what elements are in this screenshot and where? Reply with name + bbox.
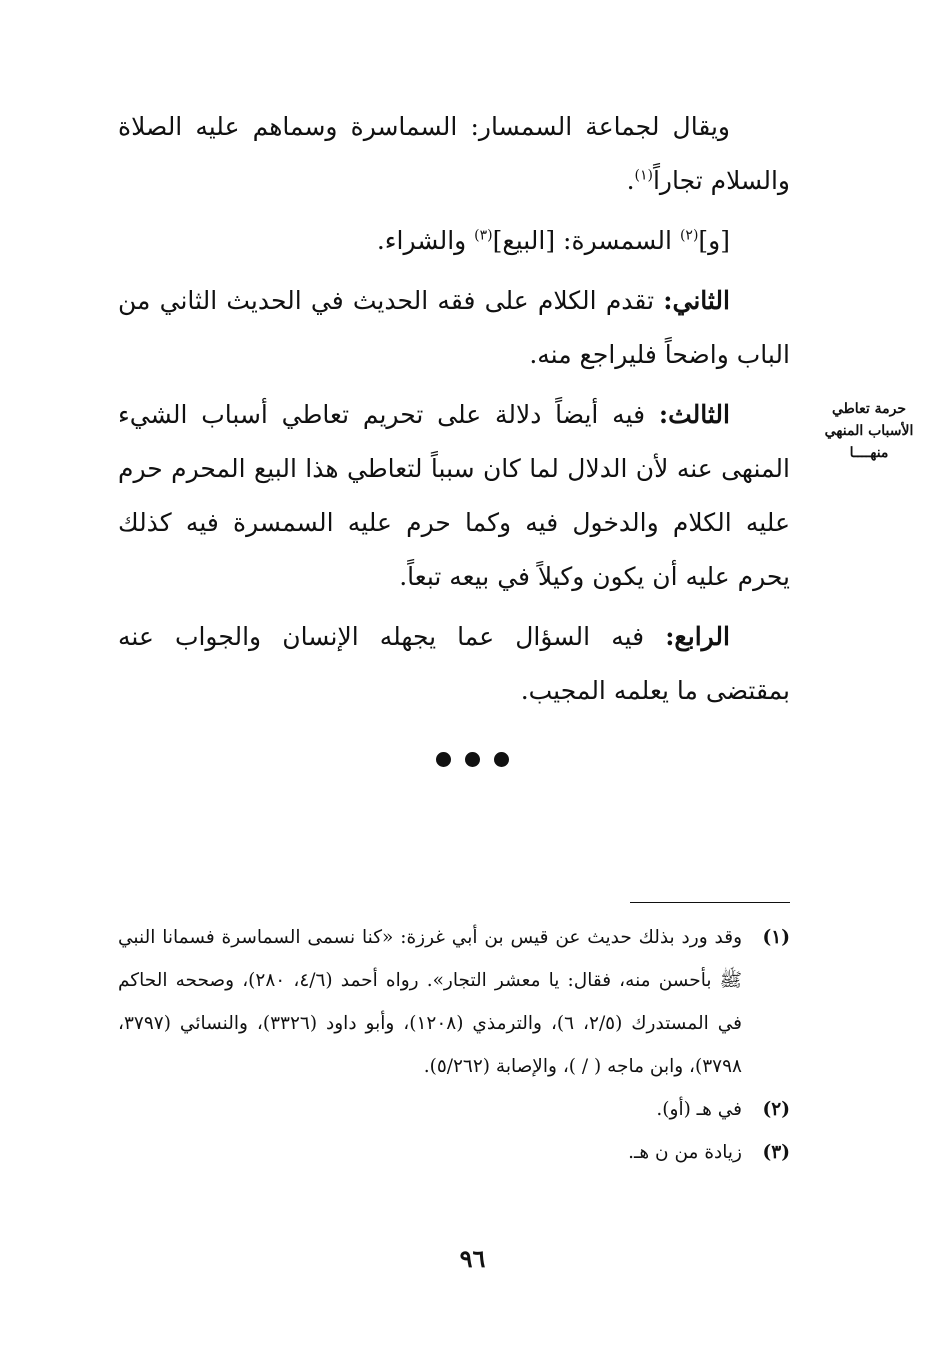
paragraph-third — [118, 388, 790, 604]
paragraph-lead: الثاني: — [663, 286, 730, 315]
paragraph-text: فيه السؤال عما يجهله الإنسان والجواب عنه بمقتضى ما يعلمه المجيب. — [118, 622, 790, 705]
paragraph-tail: . — [626, 166, 635, 195]
separator-dot — [436, 752, 451, 767]
footnote-divider — [630, 902, 790, 903]
paragraph-lead: الثالث: — [658, 400, 730, 429]
paragraph-tail: والشراء. — [376, 226, 475, 255]
separator-dot — [465, 752, 480, 767]
margin-heading-line: الأسباب المنهي — [824, 423, 914, 439]
main-text — [118, 100, 790, 724]
footnote-ref: (٢) — [679, 227, 699, 244]
section-separator — [0, 752, 945, 771]
margin-heading-line: منهــــا — [849, 445, 889, 461]
margin-heading-line: حرمة تعاطي — [832, 401, 906, 417]
paragraph-fourth — [118, 610, 790, 718]
paragraph-text: فيه أيضاً دلالة على تحريم تعاطي أسباب الشيء المنهى عنه لأن الدلال لما كان سبباً لتعاطي هذا البيع المحرم حرم عليه الكلام والدخول فيه وكما حرم عليه السمسرة فيه كذلك يحرم عليه أن يكون وكيلاً في بيعه تبعاً. — [118, 400, 790, 591]
footnotes — [118, 916, 790, 1174]
page-number: ٩٦ — [459, 1244, 486, 1273]
footnote-text: زيادة من ن هـ. — [628, 1142, 742, 1163]
paragraph-text-2: السمسرة: [البيع] — [492, 226, 680, 255]
paragraph-text: [و] — [698, 226, 730, 255]
footnote-number: (٢) — [762, 1099, 790, 1120]
paragraph-text: تقدم الكلام على فقه الحديث في الحديث الثاني من الباب واضحاً فليراجع منه. — [118, 286, 790, 369]
paragraph-text: ويقال لجماعة السمسار: السماسرة وسماهم عليه الصلاة والسلام تجاراً — [118, 112, 790, 195]
footnote — [118, 1088, 790, 1131]
margin-heading — [801, 398, 937, 464]
footnote — [118, 1131, 790, 1174]
footnote-number: (١) — [762, 927, 790, 948]
footnote-text: في هـ (أو). — [656, 1099, 742, 1120]
footnote — [118, 916, 790, 1088]
paragraph-tujjar — [118, 100, 790, 208]
paragraph-second — [118, 274, 790, 382]
footnote-text: وقد ورد بذلك حديث عن قيس بن أبي غرزة: «كنا نسمى السماسرة فسمانا النبي ﷺ بأحسن منه، فقال: يا معشر التجار». رواه أحمد (٤/٦، ٢٨٠)، وصححه الحاكم في المستدرك (٢/٥، ٦)، والترمذي (١٢٠٨)، وأبو داود (٣٣٢٦)، والنسائي (٣٧٩٧، ٣٧٩٨)، وابن ماجه ( / )، والإصابة (٥/٢٦٢). — [118, 927, 742, 1077]
footnote-ref: (٣) — [474, 227, 493, 244]
separator-dot — [494, 752, 509, 767]
paragraph-lead: الرابع: — [665, 622, 730, 651]
footnote-ref: (١) — [634, 167, 653, 184]
footnote-number: (٣) — [762, 1142, 790, 1163]
paragraph-samsara — [118, 214, 790, 268]
